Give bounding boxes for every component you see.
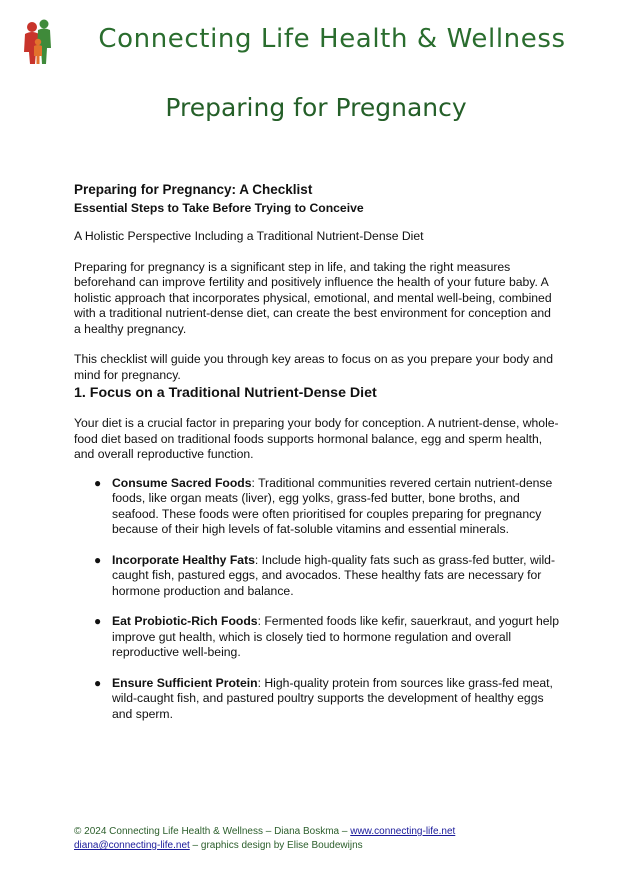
intro-paragraph: Preparing for pregnancy is a significant step in life, and taking the right measures beforehand can improve fertility and positively influence the health of your future baby. A holistic approach that incorporates physical, emotional, and mental well-being, combined with a traditional nutrient-dense diet, can create the best environment for conception and a healthy pregnancy. (74, 259, 552, 336)
section-heading: 1. Focus on a Traditional Nutrient-Dense Diet (74, 385, 377, 401)
brand-title: Connecting Life Health & Wellness (98, 24, 566, 54)
list-item (94, 475, 560, 538)
footer-line-1 (74, 825, 614, 839)
bullet-icon: ● (94, 552, 102, 567)
bullet-icon: ● (94, 675, 102, 690)
credits-text: – graphics design by Elise Boudewijns (189, 840, 363, 851)
email-link[interactable]: diana@connecting-life.net (74, 840, 190, 851)
item-term: Ensure Sufficient Protein (112, 675, 258, 690)
item-text: : Include high-quality fats such as grass-fed butter, wild-caught fish, pastured eggs, and avocados. These healthy fats are necessary for hormone production and balance. (112, 552, 556, 598)
item-term: Incorporate Healthy Fats (112, 552, 255, 567)
bullet-icon: ● (94, 614, 102, 628)
diet-checklist (74, 476, 560, 723)
family-logo-icon (18, 18, 58, 66)
main-content (74, 180, 560, 737)
document-title: Preparing for Pregnancy (165, 93, 467, 122)
list-item (94, 614, 560, 661)
item-text: : Traditional communities revered certain nutrient-dense foods, like organ meats (liver), egg yolks, grass-fed butter, bone broths, and seafood. These foods were often prioritised for couples preparing for pregnancy because of their high levels of fat-soluble vitamins and essential minerals. (112, 475, 553, 536)
subtitle: A Holistic Perspective Including a Traditional Nutrient-Dense Diet (74, 229, 424, 243)
checklist-heading: Preparing for Pregnancy: A Checklist (74, 182, 313, 197)
item-term: Consume Sacred Foods (112, 475, 252, 490)
footer-line-2 (74, 839, 614, 853)
item-text: : High-quality protein from sources like grass-fed meat, wild-caught fish, and pastured poultry supports the development of healthy eggs and sperm. (112, 675, 553, 721)
item-text: : Fermented foods like kefir, sauerkraut, and yogurt help improve gut health, which is closely tied to hormone regulation and overall reproductive well-being. (112, 614, 560, 659)
section-intro: Your diet is a crucial factor in preparing your body for conception. A nutrient-dense, whole-food diet based on traditional foods supports hormonal balance, egg and sperm health, and overall reproductive function. (74, 416, 559, 461)
item-term: Eat Probiotic-Rich Foods (112, 614, 258, 628)
list-item (94, 552, 560, 600)
copyright-text: © 2024 Connecting Life Health & Wellness – Diana Boskma – (74, 826, 351, 837)
list-item (94, 675, 560, 723)
bullet-icon: ● (94, 475, 102, 490)
footer (74, 825, 614, 853)
website-link[interactable]: www.connecting-life.net (350, 826, 456, 837)
intro-paragraph: This checklist will guide you through key areas to focus on as you prepare your body and mind for pregnancy. (74, 352, 553, 382)
steps-heading: Essential Steps to Take Before Trying to Conceive (74, 201, 364, 215)
